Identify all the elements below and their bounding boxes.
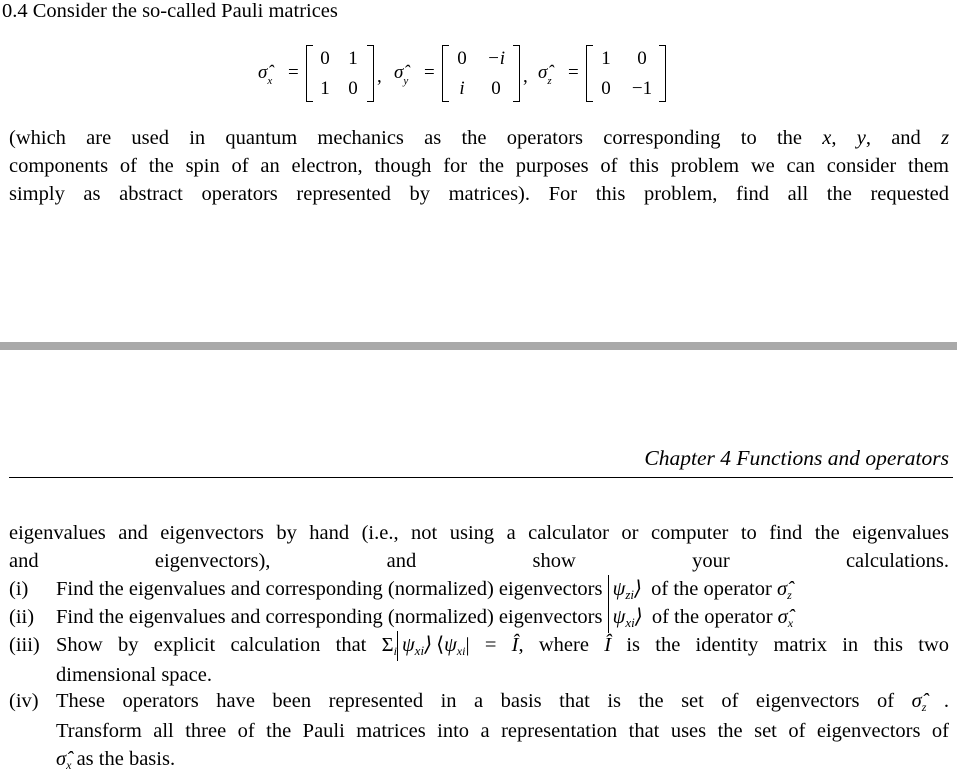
matrix-cell: 1 <box>601 48 611 69</box>
separator: , <box>377 66 382 87</box>
matrix-cell: −1 <box>631 78 653 99</box>
matrix-cell: −i <box>486 48 506 69</box>
problem-heading <box>2 0 338 23</box>
sigma-z-matrix <box>586 44 666 104</box>
operator-symbol: $\sigmâ_z$ <box>538 62 552 87</box>
matrix-cell: 0 <box>491 78 501 99</box>
ket-psi-xi: ψxi⟩ <box>397 631 436 661</box>
matrix-cell: 0 <box>457 48 467 69</box>
matrix-cell: 0 <box>348 78 358 99</box>
intro-line-1: (which are used in quantum mechanics as the operators corresponding to the x, y, and z <box>9 127 950 149</box>
right-bracket <box>513 45 520 102</box>
equals-sign: = <box>568 62 579 83</box>
matrix-cell: 1 <box>348 48 358 69</box>
chapter-header: Chapter 4 Functions and operators <box>644 446 949 470</box>
equals-sign: = <box>288 62 299 83</box>
item-body: Find the eigenvalues and corresponding (normalized) eigenvectors ψxi⟩ of the operator σ̂x <box>56 603 949 633</box>
ket-psi-xi: ψxi⟩ <box>608 603 647 633</box>
continuation-paragraph <box>9 519 949 575</box>
item-number: (ii) <box>9 606 35 628</box>
matrix-cell: 0 <box>320 48 330 69</box>
operator-sigma-x: σ̂x <box>777 606 794 630</box>
sum-symbol: Σi <box>381 634 397 658</box>
question-list <box>9 575 949 775</box>
continuation-line-1: eigenvalues and eigenvectors by hand (i.e., not using a calculator or computer to find the eigenvalues <box>9 522 949 544</box>
matrix-cell: i <box>459 78 465 99</box>
item-number: (iv) <box>9 690 39 712</box>
item-iv-line-1: These operators have been represented in a basis that is the set of eigenvectors of σ̂z . <box>56 690 950 714</box>
ket-psi-zi: ψzi⟩ <box>608 575 646 605</box>
header-rule <box>9 477 953 478</box>
sigma-y-matrix <box>442 44 520 104</box>
page-divider <box>0 342 957 350</box>
intro-line-3: simply as abstract operators represented by matrices). For this problem, find all the requested <box>9 183 949 205</box>
item-number: (i) <box>9 578 29 600</box>
item-iv-line-2: Transform all three of the Pauli matrices into a representation that uses the set of eigenvectors of <box>56 720 949 742</box>
matrix-cell: 0 <box>601 78 611 99</box>
intro-line-2: components of the spin of an electron, though for the purposes of this problem we can consider them <box>9 155 949 177</box>
intro-paragraph <box>9 124 949 208</box>
equals-sign: = <box>424 62 435 83</box>
item-iii-line-2: dimensional space. <box>56 664 212 686</box>
continuation-line-2: and eigenvectors), and show your calculations. <box>9 550 949 572</box>
problem-title: Consider the so-called Pauli matrices <box>32 0 338 22</box>
item-number: (iii) <box>9 634 40 656</box>
item-body <box>56 687 949 775</box>
operator-sigma-z: σ̂z <box>911 690 927 714</box>
item-iv-line-3: σ̂x as the basis. <box>56 748 176 772</box>
operator-sigma-z: σ̂z <box>776 578 792 602</box>
pauli-matrices-equation <box>258 44 698 108</box>
item-iii-line-1: Show by explicit calculation that Σi ψxi⟩ ⟨ψxi| = Î, where Î is the identity matrix in this two <box>56 631 949 661</box>
item-body <box>56 631 949 689</box>
matrix-cell: 1 <box>320 78 330 99</box>
sigma-x-matrix <box>306 44 374 104</box>
operator-sigma-x: σ̂x <box>56 748 72 772</box>
bra-psi-xi: ⟨ψxi| <box>436 634 470 658</box>
right-bracket <box>367 45 374 102</box>
operator-symbol: $\sigmâ_x$ <box>258 62 273 87</box>
operator-symbol: $\sigmâ_y$ <box>394 62 409 87</box>
matrix-cell: 0 <box>637 48 647 69</box>
right-bracket <box>659 45 666 102</box>
item-body: Find the eigenvalues and corresponding (normalized) eigenvectors ψzi⟩ of the operator σ̂z <box>56 575 949 605</box>
problem-number: 0.4 <box>2 0 28 22</box>
separator: , <box>523 66 528 87</box>
